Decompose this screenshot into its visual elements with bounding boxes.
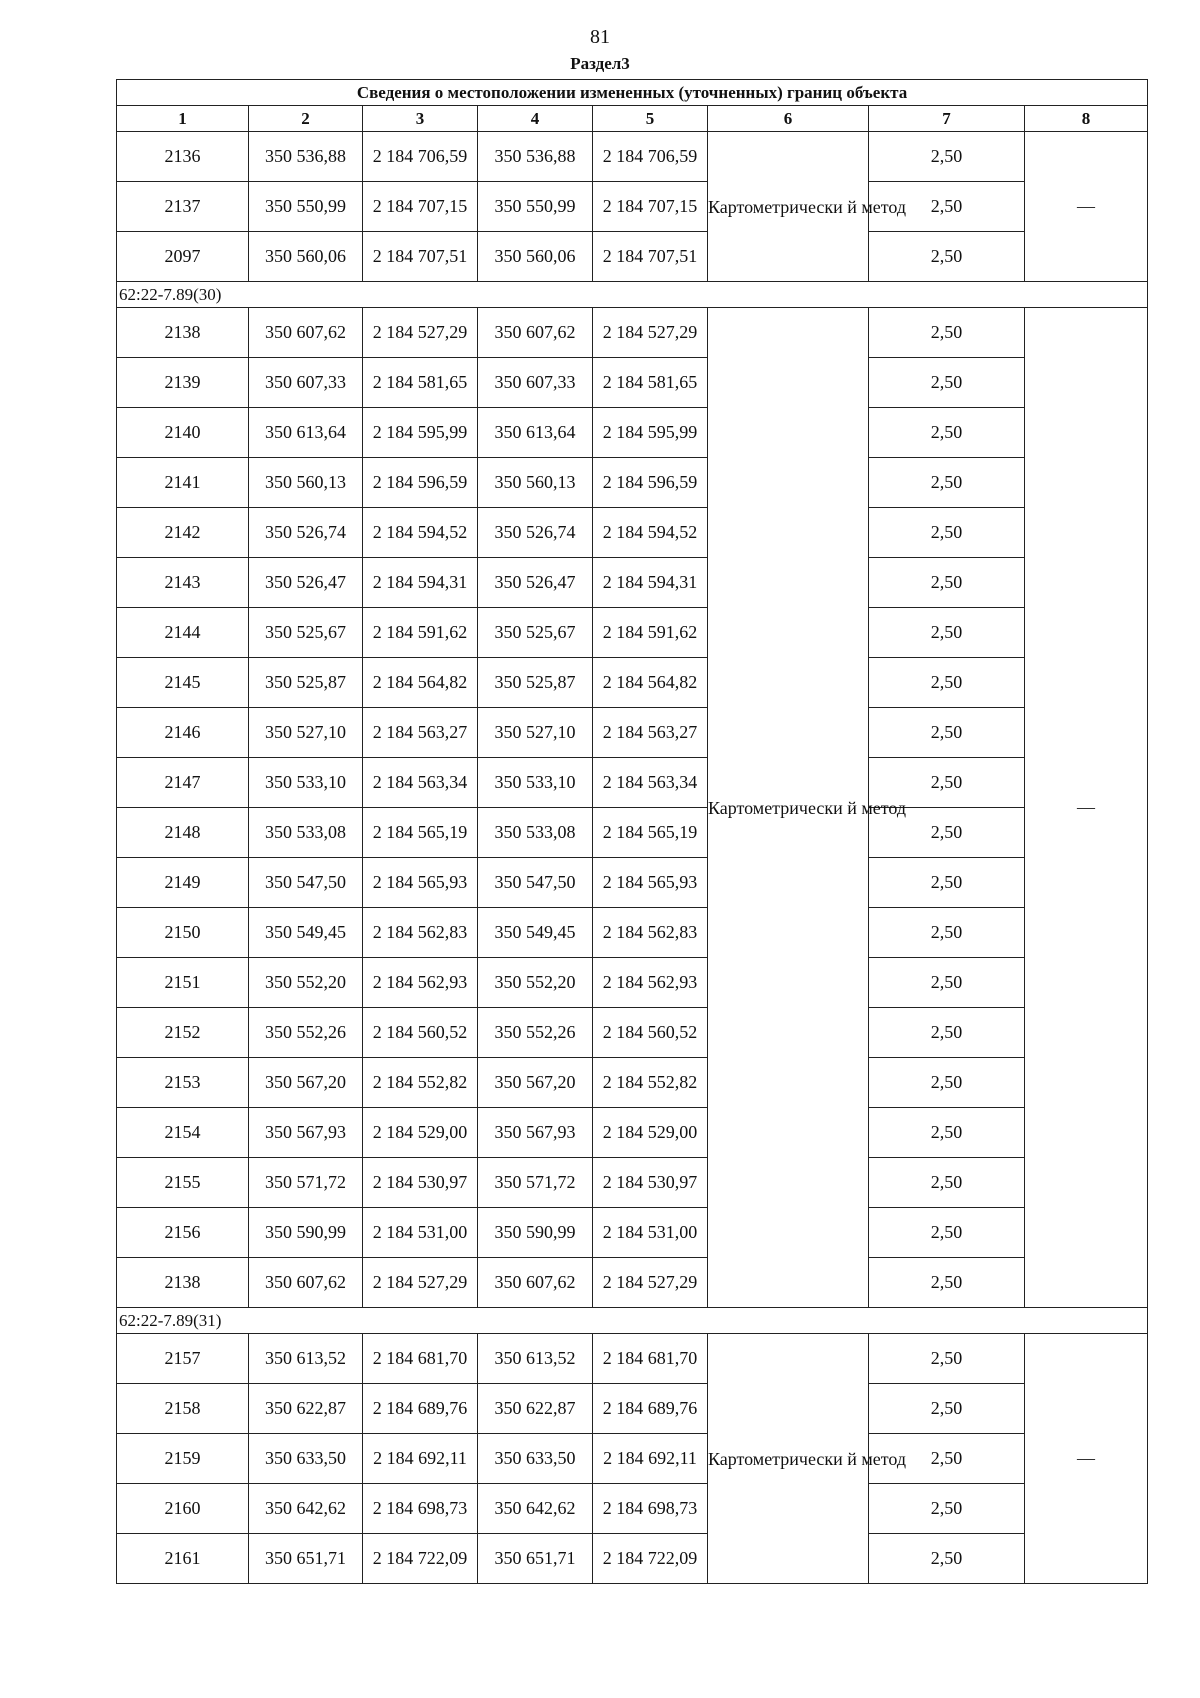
- accuracy: 2,50: [869, 1258, 1025, 1308]
- x-new: 350 607,33: [478, 358, 593, 408]
- method-cell: Картометрически й метод: [708, 308, 869, 1308]
- group-label-row: [117, 1308, 1148, 1334]
- x-existing: 350 526,47: [249, 558, 363, 608]
- point-number: 2152: [117, 1008, 249, 1058]
- x-existing: 350 651,71: [249, 1534, 363, 1584]
- accuracy: 2,50: [869, 1158, 1025, 1208]
- point-number: 2143: [117, 558, 249, 608]
- table-row: [117, 1384, 1148, 1434]
- y-new: 2 184 594,31: [593, 558, 708, 608]
- x-existing: 350 536,88: [249, 132, 363, 182]
- x-existing: 350 622,87: [249, 1384, 363, 1434]
- y-existing: 2 184 565,93: [363, 858, 478, 908]
- y-new: 2 184 706,59: [593, 132, 708, 182]
- x-existing: 350 607,62: [249, 1258, 363, 1308]
- y-new: 2 184 565,19: [593, 808, 708, 858]
- x-existing: 350 571,72: [249, 1158, 363, 1208]
- x-new: 350 642,62: [478, 1484, 593, 1534]
- accuracy: 2,50: [869, 908, 1025, 958]
- column-number: 5: [593, 106, 708, 132]
- coordinates-table: [116, 79, 1148, 1584]
- x-existing: 350 533,10: [249, 758, 363, 808]
- x-existing: 350 560,06: [249, 232, 363, 282]
- y-new: 2 184 707,15: [593, 182, 708, 232]
- y-existing: 2 184 707,51: [363, 232, 478, 282]
- point-number: 2156: [117, 1208, 249, 1258]
- y-new: 2 184 681,70: [593, 1334, 708, 1384]
- accuracy: 2,50: [869, 1208, 1025, 1258]
- accuracy: 2,50: [869, 558, 1025, 608]
- y-existing: 2 184 552,82: [363, 1058, 478, 1108]
- x-new: 350 622,87: [478, 1384, 593, 1434]
- x-existing: 350 607,62: [249, 308, 363, 358]
- accuracy: 2,50: [869, 858, 1025, 908]
- x-new: 350 613,52: [478, 1334, 593, 1384]
- y-existing: 2 184 562,93: [363, 958, 478, 1008]
- column-number: 2: [249, 106, 363, 132]
- y-existing: 2 184 692,11: [363, 1434, 478, 1484]
- table-row: [117, 958, 1148, 1008]
- method-cell: Картометрически й метод: [708, 132, 869, 282]
- x-existing: 350 607,33: [249, 358, 363, 408]
- y-new: 2 184 560,52: [593, 1008, 708, 1058]
- y-new: 2 184 689,76: [593, 1384, 708, 1434]
- table-row: [117, 1434, 1148, 1484]
- y-new: 2 184 562,83: [593, 908, 708, 958]
- y-existing: 2 184 595,99: [363, 408, 478, 458]
- accuracy: 2,50: [869, 132, 1025, 182]
- point-number: 2150: [117, 908, 249, 958]
- y-existing: 2 184 564,82: [363, 658, 478, 708]
- table-row: [117, 458, 1148, 508]
- x-existing: 350 567,20: [249, 1058, 363, 1108]
- y-new: 2 184 698,73: [593, 1484, 708, 1534]
- y-existing: 2 184 594,31: [363, 558, 478, 608]
- table-title: Сведения о местоположении измененных (уточненных) границ объекта: [117, 80, 1148, 106]
- x-new: 350 613,64: [478, 408, 593, 458]
- x-new: 350 567,93: [478, 1108, 593, 1158]
- x-new: 350 560,06: [478, 232, 593, 282]
- y-new: 2 184 527,29: [593, 308, 708, 358]
- y-existing: 2 184 531,00: [363, 1208, 478, 1258]
- y-existing: 2 184 594,52: [363, 508, 478, 558]
- table-row: [117, 758, 1148, 808]
- accuracy: 2,50: [869, 508, 1025, 558]
- y-existing: 2 184 562,83: [363, 908, 478, 958]
- table-row: [117, 808, 1148, 858]
- y-existing: 2 184 706,59: [363, 132, 478, 182]
- x-new: 350 527,10: [478, 708, 593, 758]
- x-new: 350 526,74: [478, 508, 593, 558]
- table-row: [117, 658, 1148, 708]
- x-new: 350 571,72: [478, 1158, 593, 1208]
- accuracy: 2,50: [869, 1108, 1025, 1158]
- y-existing: 2 184 689,76: [363, 1384, 478, 1434]
- column-number: 8: [1025, 106, 1148, 132]
- point-number: 2154: [117, 1108, 249, 1158]
- point-number: 2161: [117, 1534, 249, 1584]
- y-existing: 2 184 681,70: [363, 1334, 478, 1384]
- column-number: 3: [363, 106, 478, 132]
- table-row: [117, 1484, 1148, 1534]
- x-new: 350 552,26: [478, 1008, 593, 1058]
- table-row: [117, 1208, 1148, 1258]
- y-new: 2 184 552,82: [593, 1058, 708, 1108]
- accuracy: 2,50: [869, 182, 1025, 232]
- note-cell: —: [1025, 132, 1148, 282]
- y-existing: 2 184 563,27: [363, 708, 478, 758]
- table-row: [117, 232, 1148, 282]
- point-number: 2137: [117, 182, 249, 232]
- x-existing: 350 547,50: [249, 858, 363, 908]
- table-row: [117, 1108, 1148, 1158]
- y-new: 2 184 722,09: [593, 1534, 708, 1584]
- x-existing: 350 552,20: [249, 958, 363, 1008]
- y-existing: 2 184 530,97: [363, 1158, 478, 1208]
- x-new: 350 526,47: [478, 558, 593, 608]
- point-number: 2149: [117, 858, 249, 908]
- accuracy: 2,50: [869, 1008, 1025, 1058]
- x-existing: 350 633,50: [249, 1434, 363, 1484]
- y-existing: 2 184 596,59: [363, 458, 478, 508]
- x-existing: 350 533,08: [249, 808, 363, 858]
- y-new: 2 184 707,51: [593, 232, 708, 282]
- section-title: Раздел3: [570, 54, 630, 73]
- accuracy: 2,50: [869, 358, 1025, 408]
- accuracy: 2,50: [869, 1058, 1025, 1108]
- point-number: 2160: [117, 1484, 249, 1534]
- x-existing: 350 526,74: [249, 508, 363, 558]
- x-new: 350 590,99: [478, 1208, 593, 1258]
- point-number: 2147: [117, 758, 249, 808]
- point-number: 2142: [117, 508, 249, 558]
- table-row: [117, 408, 1148, 458]
- column-number-row: [117, 106, 1148, 132]
- accuracy: 2,50: [869, 958, 1025, 1008]
- y-existing: 2 184 722,09: [363, 1534, 478, 1584]
- point-number: 2146: [117, 708, 249, 758]
- x-new: 350 550,99: [478, 182, 593, 232]
- page-number: 81: [590, 26, 610, 48]
- table-row: [117, 858, 1148, 908]
- y-new: 2 184 563,34: [593, 758, 708, 808]
- table-row: [117, 708, 1148, 758]
- accuracy: 2,50: [869, 408, 1025, 458]
- accuracy: 2,50: [869, 458, 1025, 508]
- table-row: [117, 1534, 1148, 1584]
- point-number: 2155: [117, 1158, 249, 1208]
- y-existing: 2 184 529,00: [363, 1108, 478, 1158]
- y-new: 2 184 565,93: [593, 858, 708, 908]
- x-new: 350 533,08: [478, 808, 593, 858]
- y-new: 2 184 591,62: [593, 608, 708, 658]
- accuracy: 2,50: [869, 608, 1025, 658]
- y-existing: 2 184 707,15: [363, 182, 478, 232]
- point-number: 2159: [117, 1434, 249, 1484]
- y-existing: 2 184 560,52: [363, 1008, 478, 1058]
- y-existing: 2 184 563,34: [363, 758, 478, 808]
- y-new: 2 184 530,97: [593, 1158, 708, 1208]
- accuracy: 2,50: [869, 708, 1025, 758]
- point-number: 2138: [117, 308, 249, 358]
- point-number: 2136: [117, 132, 249, 182]
- point-number: 2141: [117, 458, 249, 508]
- y-new: 2 184 581,65: [593, 358, 708, 408]
- column-number: 6: [708, 106, 869, 132]
- y-existing: 2 184 527,29: [363, 308, 478, 358]
- table-row: [117, 508, 1148, 558]
- column-number: 7: [869, 106, 1025, 132]
- table-row: [117, 308, 1148, 358]
- x-existing: 350 642,62: [249, 1484, 363, 1534]
- y-new: 2 184 564,82: [593, 658, 708, 708]
- table-title-row: [117, 80, 1148, 106]
- table-row: [117, 558, 1148, 608]
- accuracy: 2,50: [869, 1384, 1025, 1434]
- x-new: 350 651,71: [478, 1534, 593, 1584]
- point-number: 2097: [117, 232, 249, 282]
- group-label-row: [117, 282, 1148, 308]
- x-new: 350 525,87: [478, 658, 593, 708]
- y-existing: 2 184 698,73: [363, 1484, 478, 1534]
- point-number: 2158: [117, 1384, 249, 1434]
- x-existing: 350 550,99: [249, 182, 363, 232]
- accuracy: 2,50: [869, 808, 1025, 858]
- x-new: 350 547,50: [478, 858, 593, 908]
- y-new: 2 184 692,11: [593, 1434, 708, 1484]
- y-new: 2 184 563,27: [593, 708, 708, 758]
- x-new: 350 533,10: [478, 758, 593, 808]
- table-row: [117, 608, 1148, 658]
- method-cell: Картометрически й метод: [708, 1334, 869, 1584]
- note-cell: —: [1025, 308, 1148, 1308]
- x-new: 350 633,50: [478, 1434, 593, 1484]
- group-label: 62:22-7.89(30): [117, 282, 1148, 308]
- x-new: 350 567,20: [478, 1058, 593, 1108]
- table-row: [117, 1158, 1148, 1208]
- point-number: 2157: [117, 1334, 249, 1384]
- y-new: 2 184 595,99: [593, 408, 708, 458]
- x-new: 350 525,67: [478, 608, 593, 658]
- x-new: 350 552,20: [478, 958, 593, 1008]
- x-existing: 350 590,99: [249, 1208, 363, 1258]
- x-new: 350 536,88: [478, 132, 593, 182]
- table-row: [117, 132, 1148, 182]
- y-new: 2 184 529,00: [593, 1108, 708, 1158]
- accuracy: 2,50: [869, 1484, 1025, 1534]
- x-new: 350 607,62: [478, 1258, 593, 1308]
- group-label: 62:22-7.89(31): [117, 1308, 1148, 1334]
- accuracy: 2,50: [869, 758, 1025, 808]
- x-existing: 350 552,26: [249, 1008, 363, 1058]
- accuracy: 2,50: [869, 1434, 1025, 1484]
- x-existing: 350 549,45: [249, 908, 363, 958]
- table-row: [117, 1008, 1148, 1058]
- note-cell: —: [1025, 1334, 1148, 1584]
- table-row: [117, 182, 1148, 232]
- y-existing: 2 184 565,19: [363, 808, 478, 858]
- x-existing: 350 525,87: [249, 658, 363, 708]
- table-row: [117, 358, 1148, 408]
- y-existing: 2 184 591,62: [363, 608, 478, 658]
- point-number: 2144: [117, 608, 249, 658]
- accuracy: 2,50: [869, 1534, 1025, 1584]
- accuracy: 2,50: [869, 658, 1025, 708]
- y-new: 2 184 594,52: [593, 508, 708, 558]
- point-number: 2139: [117, 358, 249, 408]
- column-number: 1: [117, 106, 249, 132]
- y-existing: 2 184 527,29: [363, 1258, 478, 1308]
- x-new: 350 607,62: [478, 308, 593, 358]
- y-existing: 2 184 581,65: [363, 358, 478, 408]
- x-new: 350 549,45: [478, 908, 593, 958]
- x-new: 350 560,13: [478, 458, 593, 508]
- table-row: [117, 1258, 1148, 1308]
- x-existing: 350 525,67: [249, 608, 363, 658]
- table-row: [117, 908, 1148, 958]
- accuracy: 2,50: [869, 232, 1025, 282]
- accuracy: 2,50: [869, 1334, 1025, 1384]
- point-number: 2148: [117, 808, 249, 858]
- x-existing: 350 613,64: [249, 408, 363, 458]
- x-existing: 350 567,93: [249, 1108, 363, 1158]
- point-number: 2151: [117, 958, 249, 1008]
- x-existing: 350 613,52: [249, 1334, 363, 1384]
- y-new: 2 184 562,93: [593, 958, 708, 1008]
- x-existing: 350 527,10: [249, 708, 363, 758]
- column-number: 4: [478, 106, 593, 132]
- y-new: 2 184 531,00: [593, 1208, 708, 1258]
- table-row: [117, 1334, 1148, 1384]
- point-number: 2140: [117, 408, 249, 458]
- point-number: 2138: [117, 1258, 249, 1308]
- point-number: 2153: [117, 1058, 249, 1108]
- point-number: 2145: [117, 658, 249, 708]
- y-new: 2 184 596,59: [593, 458, 708, 508]
- y-new: 2 184 527,29: [593, 1258, 708, 1308]
- x-existing: 350 560,13: [249, 458, 363, 508]
- accuracy: 2,50: [869, 308, 1025, 358]
- table-row: [117, 1058, 1148, 1108]
